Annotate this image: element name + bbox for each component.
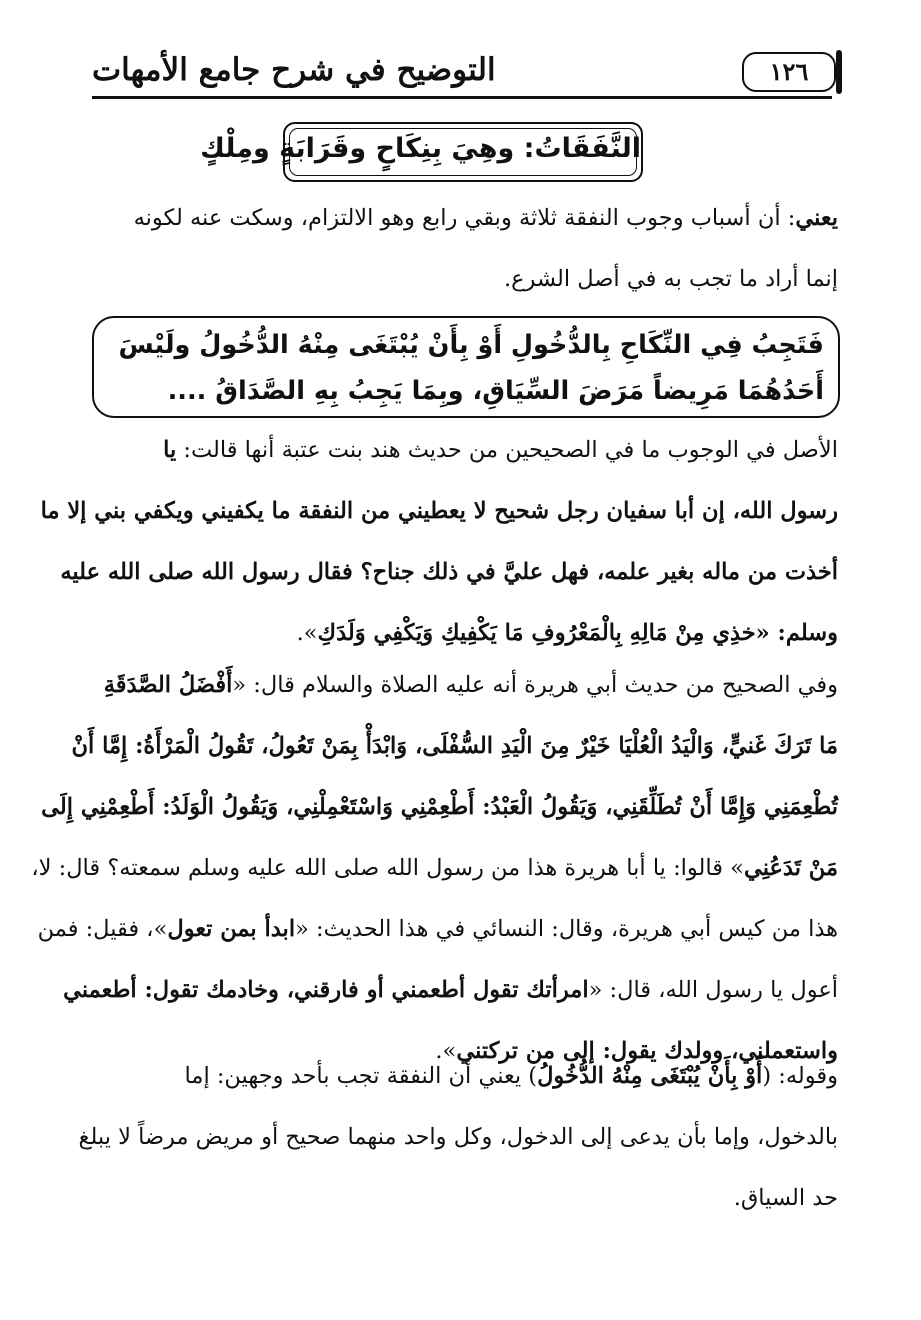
paragraph-line: حد السياق. (733, 1185, 838, 1211)
matn-line: أَحَدُهُمَا مَرِيضاً مَرَضَ السِّيَاقِ، وبِمَا يَجِبُ بِهِ الصَّدَاقُ .... (167, 376, 824, 406)
paragraph-intro (90, 188, 838, 310)
section-title: النَّفَقَاتُ: وهِيَ بِنِكَاحٍ وقَرَابَةٍ ومِلْكٍ (200, 133, 641, 164)
paragraph-line: الأصل في الوجوب ما في الصحيحين من حديث هند بنت عتبة أنها قالت: يا (163, 437, 838, 463)
paragraph-abu-hurayra (31, 655, 838, 1082)
matn-text (104, 322, 824, 414)
page-number: ١٢٦ (769, 57, 809, 86)
paragraph-line: واستعملني، وولدك يقول: إلى من تركتني». (435, 1038, 838, 1064)
book-title: التوضيح في شرح جامع الأمهات (92, 52, 496, 88)
paragraph-line: إنما أراد ما تجب به في أصل الشرع. (503, 266, 838, 292)
paragraph-line: رسول الله، إن أبا سفيان رجل شحيح لا يعطيني من النفقة ما يكفيني ويكفي بني إلا ما (40, 498, 838, 524)
running-header (92, 48, 842, 104)
paragraph-line: مَنْ تَدَعُنِي» قالوا: يا أبا هريرة هذا من رسول الله صلى الله عليه وسلم سمعته؟ قال: لا، (31, 855, 838, 881)
paragraph-line: بالدخول، وإما بأن يدعى إلى الدخول، وكل واحد منهما صحيح أو مريض مرضاً لا يبلغ (78, 1124, 838, 1150)
paragraph-hind-hadith (40, 420, 838, 664)
paragraph-line: وسلم: «خذِي مِنْ مَالِهِ بِالْمَعْرُوفِ مَا يَكْفِيكِ وَيَكْفِي وَلَدَكِ». (296, 620, 838, 646)
page-number-box (742, 52, 836, 92)
paragraph-line: مَا تَرَكَ غَنيٍّ، وَالْيَدُ الْعُلْيَا خَيْرٌ مِنَ الْيَدِ السُّفْلَى، وَابْدَأْ بِمَنْ تَعُولُ، تَقُولُ الْمَرْأَةُ: إِمَّا أَنْ (71, 733, 838, 759)
paragraph-line: أخذت من ماله بغير علمه، فهل عليَّ في ذلك جناح؟ فقال رسول الله صلى الله عليه (60, 559, 838, 585)
section-heading-box (200, 122, 643, 182)
matn-box (92, 316, 840, 418)
matn-line: فَتَجِبُ فِي النِّكَاحِ بِالدُّخُولِ أَوْ بِأَنْ يُبْتَغَى مِنْهُ الدُّخُولُ ولَيْسَ (118, 330, 824, 360)
paragraph-commentary (78, 1046, 838, 1229)
paragraph-line: هذا من كيس أبي هريرة، وقال: النسائي في هذا الحديث: «ابدأ بمن تعول»، فقيل: فمن (37, 916, 838, 942)
paragraph-line: وفي الصحيح من حديث أبي هريرة أنه عليه الصلاة والسلام قال: «أَفْضَلُ الصَّدَقَةِ (103, 672, 838, 698)
paragraph-line: وقوله: (أَوْ بِأَنْ يُبْتَغَى مِنْهُ الدُّخُولُ) يعني أن النفقة تجب بأحد وجهين: إما (184, 1063, 838, 1089)
header-rule (92, 96, 832, 99)
paragraph-line: أعول يا رسول الله، قال: «امرأتك تقول أطعمني أو فارقني، وخادمك تقول: أطعمني (63, 977, 838, 1003)
paragraph-line: يعني: أن أسباب وجوب النفقة ثلاثة وبقي رابع وهو الالتزام، وسكت عنه لكونه (133, 205, 838, 231)
paragraph-line: تُطْعِمَنِي وَإِمَّا أَنْ تُطَلِّقَنِي، وَيَقُولُ الْعَبْدُ: أَطْعِمْنِي وَاسْتَعْمِلْنِي، وَيَقُولُ الْوَلَدُ: أَطْعِمْنِي إِلَى (41, 794, 838, 820)
lead-word: يعني (795, 205, 838, 231)
